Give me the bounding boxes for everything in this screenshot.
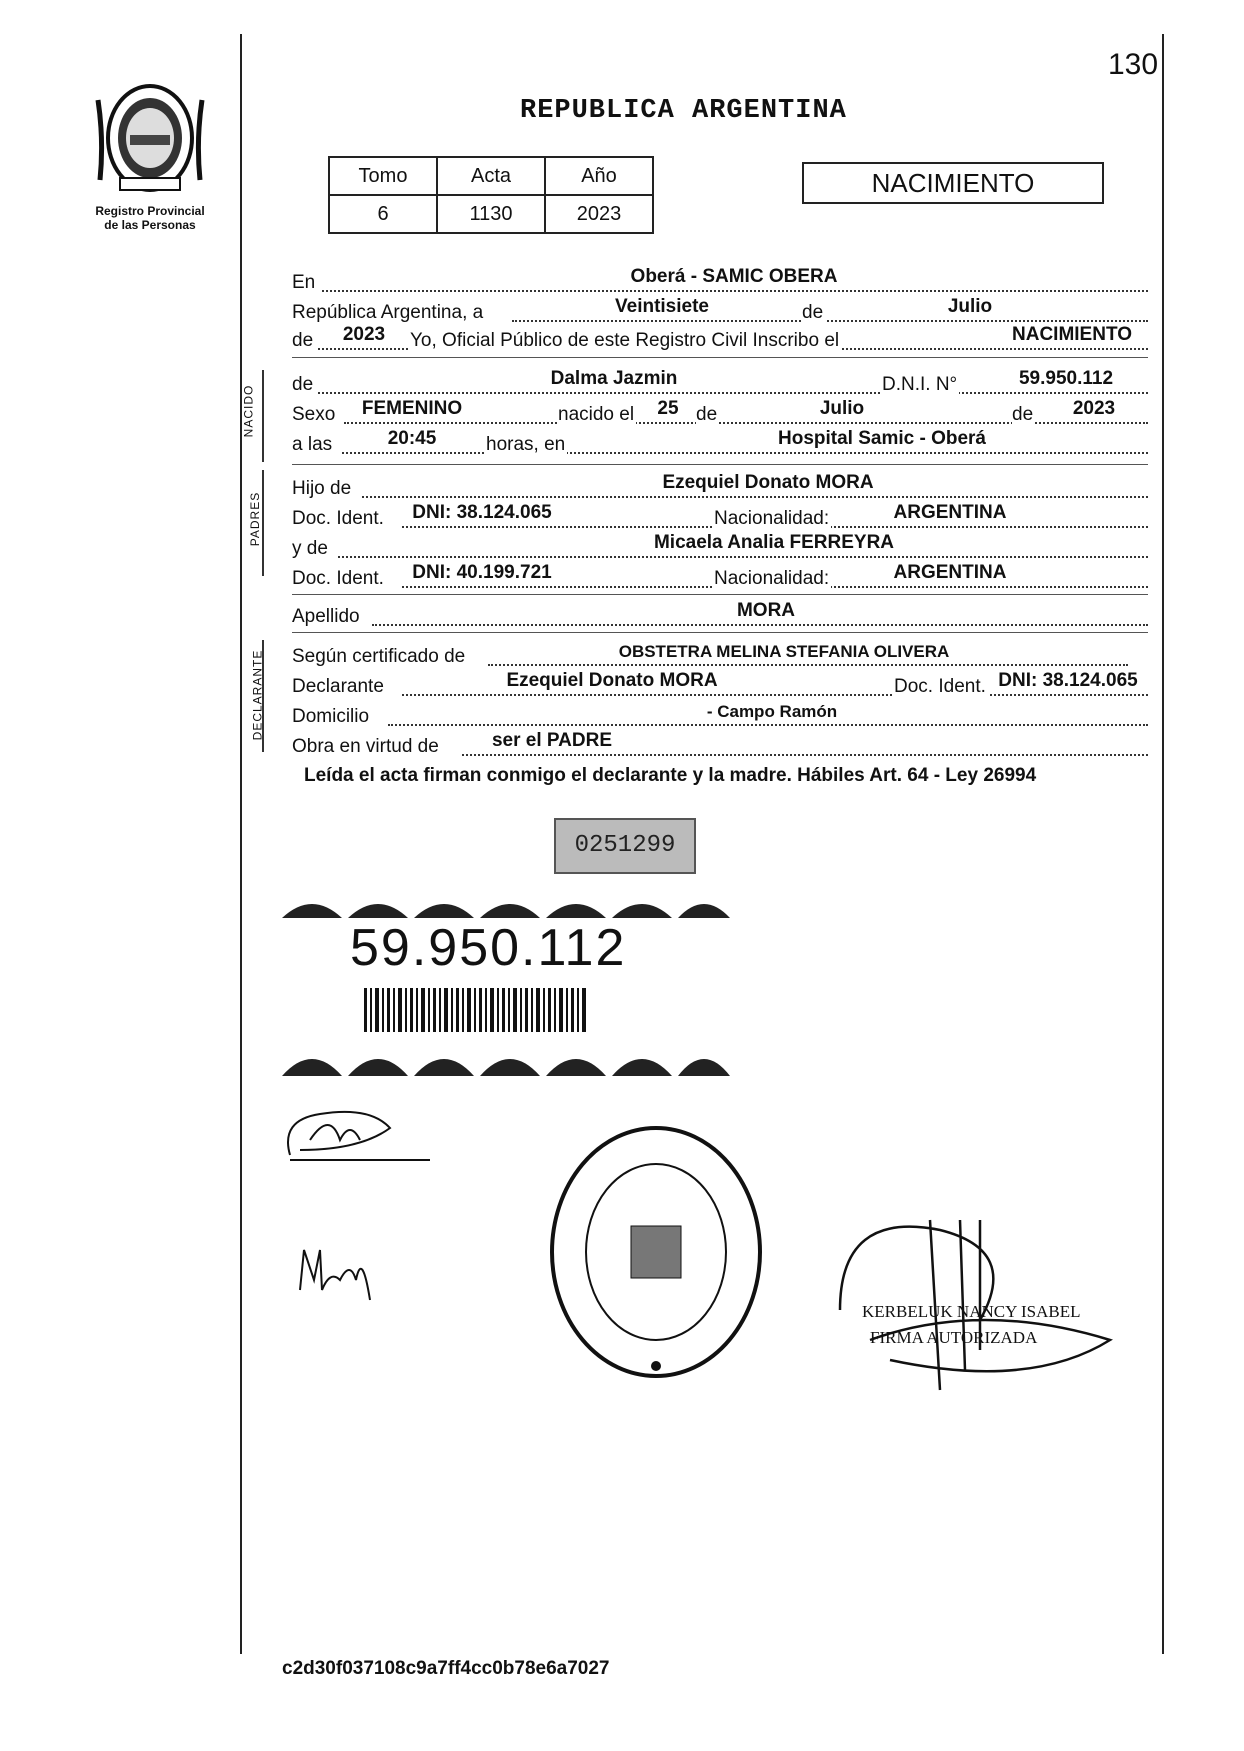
- row-mother: [292, 534, 1148, 560]
- value-decl: Ezequiel Donato MORA: [506, 670, 718, 691]
- table-cell: 6: [329, 195, 437, 233]
- label-sexo: Sexo: [292, 404, 336, 425]
- label-apellido: Apellido: [292, 606, 360, 627]
- section-label-padres: PADRES: [248, 491, 263, 547]
- label-statement: Yo, Oficial Público de este Registro Civil Inscribo el: [410, 330, 840, 351]
- row-name: [292, 370, 1148, 396]
- value-birth-place: Hospital Samic - Oberá: [777, 428, 987, 449]
- pattern-band-top: [282, 890, 730, 920]
- label-de: de: [292, 374, 314, 395]
- barcode-number: 59.950.112: [350, 919, 627, 977]
- sidebar-line: [262, 470, 264, 576]
- right-border: [1162, 34, 1164, 1654]
- value-place: Oberá - SAMIC OBERA: [630, 266, 838, 287]
- value-year: 2023: [342, 324, 386, 345]
- stamp-code: 0251299: [554, 818, 696, 874]
- value-act: NACIMIENTO: [1012, 324, 1132, 345]
- provincial-logo: [90, 80, 210, 232]
- row-father-doc: [292, 504, 1148, 530]
- divider: [292, 464, 1148, 465]
- row-certificate: [292, 642, 1148, 668]
- table-cell: 2023: [545, 195, 653, 233]
- value-day-words: Veintisiete: [615, 296, 709, 317]
- value-sexo: FEMENINO: [361, 398, 463, 419]
- label-horas: horas, en: [486, 434, 566, 455]
- label-de: de: [696, 404, 718, 425]
- label-nacionalidad: Nacionalidad:: [714, 508, 830, 529]
- row-apellido: [292, 602, 1148, 628]
- issuer-line1: Registro Provincial: [95, 204, 205, 218]
- section-label-nacido: NACIDO: [241, 384, 256, 438]
- value-father-nat: ARGENTINA: [893, 502, 1007, 523]
- row-declarant: [292, 672, 1148, 698]
- row-birth: [292, 400, 1148, 426]
- label-alas: a las: [292, 434, 333, 455]
- label-doc: Doc. Ident.: [292, 508, 384, 529]
- value-decl-doc: DNI: 38.124.065: [998, 670, 1138, 691]
- label-doc: Doc. Ident.: [894, 676, 986, 697]
- row-time-place: [292, 430, 1148, 456]
- value-dom: - Campo Ramón: [706, 702, 838, 721]
- document-hash: c2d30f037108c9a7ff4cc0b78e6a7027: [282, 1658, 610, 1679]
- label-en: En: [292, 272, 316, 293]
- value-cert: OBSTETRA MELINA STEFANIA OLIVERA: [618, 642, 950, 661]
- row-place: [292, 268, 1148, 294]
- divider: [292, 632, 1148, 633]
- value-day: 25: [657, 398, 679, 419]
- table-cell: 1130: [437, 195, 545, 233]
- label-de: de: [802, 302, 824, 323]
- pattern-band-bottom: [282, 1042, 730, 1076]
- label-yde: y de: [292, 538, 328, 559]
- value-dni: 59.950.112: [1018, 368, 1114, 389]
- value-father: Ezequiel Donato MORA: [662, 472, 874, 493]
- value-name: Dalma Jazmin: [550, 368, 678, 389]
- label-republic: República Argentina, a: [292, 302, 484, 323]
- barcode: [364, 988, 592, 1032]
- issuer-line2: de las Personas: [104, 218, 196, 232]
- legal-note: Leída el acta firman conmigo el declarante y la madre. Hábiles Art. 64 - Ley 26994: [304, 765, 1037, 786]
- divider: [292, 357, 1148, 358]
- label-doc: Doc. Ident.: [292, 568, 384, 589]
- value-apellido: MORA: [736, 600, 796, 621]
- row-domicilio: [292, 702, 1148, 728]
- value-month: Julio: [947, 296, 993, 317]
- page-number: 130: [1108, 48, 1159, 81]
- value-time: 20:45: [387, 428, 437, 449]
- document-title: REPUBLICA ARGENTINA: [520, 96, 847, 126]
- signature-mother: [280, 1230, 400, 1310]
- value-month: Julio: [819, 398, 865, 419]
- label-nacionalidad: Nacionalidad:: [714, 568, 830, 589]
- label-de2: de: [292, 330, 314, 351]
- value-mother-nat: ARGENTINA: [893, 562, 1007, 583]
- label-nacido: nacido el: [558, 404, 635, 425]
- official-seal: [546, 1122, 766, 1382]
- label-dom: Domicilio: [292, 706, 370, 727]
- value-mother-doc: DNI: 40.199.721: [412, 562, 552, 583]
- reference-table: [328, 156, 654, 234]
- label-hijo: Hijo de: [292, 478, 352, 499]
- value-father-doc: DNI: 38.124.065: [412, 502, 552, 523]
- label-decl: Declarante: [292, 676, 384, 697]
- value-mother: Micaela Analia FERREYRA: [653, 532, 895, 553]
- label-obra: Obra en virtud de: [292, 736, 439, 757]
- label-de3: de: [1012, 404, 1034, 425]
- record-type-box: NACIMIENTO: [802, 162, 1104, 204]
- authorized-signature: [830, 1190, 1120, 1400]
- row-obra: [292, 732, 1148, 758]
- authorized-name: KERBELUK NANCY ISABEL: [862, 1302, 1081, 1321]
- label-cert: Según certificado de: [292, 646, 466, 667]
- sidebar-line: [262, 370, 264, 462]
- label-dni: D.N.I. N°: [882, 374, 958, 395]
- misiones-seal-icon: [90, 80, 210, 195]
- left-border: [240, 34, 242, 1654]
- row-father: [292, 474, 1148, 500]
- authorized-role: FIRMA AUTORIZADA: [870, 1328, 1038, 1347]
- signature-declarant: [270, 1100, 440, 1170]
- value-obra: ser el PADRE: [491, 730, 613, 751]
- table-header: Tomo: [329, 157, 437, 195]
- table-header: Año: [545, 157, 653, 195]
- divider: [292, 594, 1148, 595]
- value-year: 2023: [1072, 398, 1116, 419]
- row-mother-doc: [292, 564, 1148, 590]
- row-date: [292, 298, 1148, 324]
- row-statement: [292, 326, 1148, 352]
- section-label-declarante: DECLARANTE: [250, 649, 265, 741]
- table-header: Acta: [437, 157, 545, 195]
